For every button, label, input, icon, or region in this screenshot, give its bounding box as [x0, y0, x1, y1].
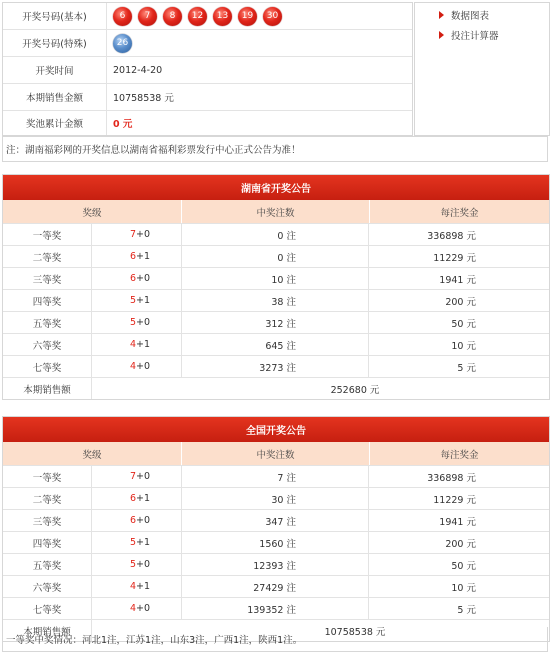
prize-amount: 10 元: [451, 582, 476, 594]
table-row: [3, 575, 549, 597]
table-row: [3, 311, 549, 333]
sales-row: [3, 84, 412, 111]
winner-count: 7 注: [182, 466, 369, 487]
prize-amount: 200 元: [445, 538, 476, 550]
match-special: +1: [136, 581, 151, 592]
draw-date-value: 2012-4-20: [113, 64, 163, 76]
col-prize: 每注奖金: [440, 207, 479, 219]
winner-count: 27429 注: [182, 576, 369, 597]
prize-level: 四等奖: [3, 290, 92, 311]
notice-text: 注：湖南福彩网的开奖信息以湖南省福利彩票发行中心正式公告为准！: [2, 136, 548, 162]
match-main: 5: [130, 537, 137, 548]
match-special: +0: [136, 603, 151, 614]
match-rule: [92, 224, 182, 245]
basic-numbers-row: [3, 3, 412, 30]
prize-level: 七等奖: [3, 356, 92, 377]
prize-amount: 50 元: [451, 318, 476, 330]
prize-amount: 336898 元: [427, 472, 476, 484]
winner-count: 10 注: [182, 268, 369, 289]
table-row: [3, 487, 549, 509]
winner-count: 3273 注: [182, 356, 369, 377]
match-special: +1: [136, 295, 151, 306]
prize-amount: 10 元: [451, 340, 476, 352]
match-special: +0: [136, 471, 151, 482]
prize-amount: 11229 元: [433, 494, 476, 506]
winner-count: 0 注: [182, 224, 369, 245]
sales-label: 本期销售金额: [3, 84, 107, 110]
match-main: 4: [130, 361, 137, 372]
sales-label: 本期销售额: [3, 620, 92, 641]
hunan-results-table: [2, 174, 550, 400]
match-rule: [92, 334, 182, 355]
match-rule: [92, 554, 182, 575]
special-ball: 26: [113, 34, 132, 53]
match-main: 4: [130, 339, 137, 350]
match-rule: [92, 532, 182, 553]
winner-count: 12393 注: [182, 554, 369, 575]
basic-numbers: [113, 3, 288, 29]
col-level: 奖级: [3, 442, 182, 465]
sales-value: 10758538 元: [113, 93, 174, 104]
table-row: [3, 289, 549, 311]
number-ball: 30: [263, 7, 282, 26]
match-rule: [92, 576, 182, 597]
match-special: +0: [136, 515, 151, 526]
arrow-right-icon: [439, 11, 444, 19]
prize-amount: 200 元: [445, 296, 476, 308]
number-ball: 6: [113, 7, 132, 26]
pool-row: [3, 111, 412, 135]
match-special: +1: [136, 537, 151, 548]
match-main: 5: [130, 317, 137, 328]
table-row: [3, 267, 549, 289]
prize-amount: 1941 元: [439, 516, 476, 528]
match-special: +0: [136, 559, 151, 570]
arrow-right-icon: [439, 31, 444, 39]
match-main: 6: [130, 515, 137, 526]
first-prize-distribution: 一等奖中奖情况：河北1注，江苏1注，山东3注，广西1注，陕西1注。: [2, 627, 548, 652]
match-main: 5: [130, 559, 137, 570]
table-row: [3, 355, 549, 377]
prize-amount: 336898 元: [427, 230, 476, 242]
match-rule: [92, 466, 182, 487]
match-rule: [92, 312, 182, 333]
match-rule: [92, 510, 182, 531]
number-ball: 8: [163, 7, 182, 26]
match-rule: [92, 290, 182, 311]
winner-count: 0 注: [182, 246, 369, 267]
draw-date-label: 开奖时间: [3, 57, 107, 83]
pool-label: 奖池累计金额: [3, 111, 107, 135]
match-main: 6: [130, 251, 137, 262]
number-ball: 19: [238, 7, 257, 26]
winner-count: 347 注: [182, 510, 369, 531]
bet-calculator-link[interactable]: [439, 28, 499, 42]
prize-level: 一等奖: [3, 466, 92, 487]
match-special: +1: [136, 251, 151, 262]
table-row: [3, 553, 549, 575]
prize-level: 五等奖: [3, 312, 92, 333]
prize-level: 六等奖: [3, 576, 92, 597]
col-count: 中奖注数: [182, 442, 370, 465]
match-rule: [92, 488, 182, 509]
national-results-table: [2, 416, 550, 642]
quick-links: [414, 2, 550, 136]
match-main: 7: [130, 471, 137, 482]
prize-amount: 5 元: [457, 362, 476, 374]
col-prize: 每注奖金: [440, 449, 479, 461]
winner-count: 38 注: [182, 290, 369, 311]
special-number-row: [3, 30, 412, 57]
winner-count: 645 注: [182, 334, 369, 355]
match-special: +1: [136, 493, 151, 504]
table-row: [3, 531, 549, 553]
winner-count: 312 注: [182, 312, 369, 333]
sales-label: 本期销售额: [3, 378, 92, 399]
match-main: 4: [130, 581, 137, 592]
winner-count: 139352 注: [182, 598, 369, 619]
col-count: 中奖注数: [182, 200, 370, 223]
number-ball: 12: [188, 7, 207, 26]
draw-info-panel: [2, 2, 413, 136]
prize-amount: 50 元: [451, 560, 476, 572]
match-main: 5: [130, 295, 137, 306]
prize-level: 六等奖: [3, 334, 92, 355]
match-rule: [92, 598, 182, 619]
prize-level: 三等奖: [3, 268, 92, 289]
winner-count: 30 注: [182, 488, 369, 509]
match-rule: [92, 356, 182, 377]
match-special: +0: [136, 273, 151, 284]
prize-level: 二等奖: [3, 488, 92, 509]
basic-numbers-label: 开奖号码(基本): [3, 3, 107, 29]
bet-calculator-link-label: 投注计算器: [451, 31, 499, 42]
special-number: [113, 30, 138, 56]
hunan-sales-row: [3, 377, 549, 399]
prize-level: 七等奖: [3, 598, 92, 619]
match-special: +0: [136, 229, 151, 240]
prize-amount: 5 元: [457, 604, 476, 616]
special-number-label: 开奖号码(特殊): [3, 30, 107, 56]
prize-level: 五等奖: [3, 554, 92, 575]
winner-count: 1560 注: [182, 532, 369, 553]
prize-level: 一等奖: [3, 224, 92, 245]
prize-level: 三等奖: [3, 510, 92, 531]
match-special: +1: [136, 339, 151, 350]
match-rule: [92, 268, 182, 289]
match-special: +0: [136, 361, 151, 372]
number-ball: 7: [138, 7, 157, 26]
hunan-table-title: 湖南省开奖公告: [3, 175, 549, 200]
sales-value: 10758538 元: [324, 626, 386, 638]
match-main: 6: [130, 273, 137, 284]
table-header: [3, 200, 549, 223]
table-row: [3, 597, 549, 619]
data-chart-link[interactable]: [439, 8, 489, 22]
prize-level: 四等奖: [3, 532, 92, 553]
national-table-title: 全国开奖公告: [3, 417, 549, 442]
number-ball: 13: [213, 7, 232, 26]
table-row: [3, 509, 549, 531]
pool-value: 0 元: [113, 119, 133, 130]
table-row: [3, 223, 549, 245]
table-row: [3, 465, 549, 487]
sales-value: 252680 元: [330, 384, 380, 396]
prize-level: 二等奖: [3, 246, 92, 267]
match-rule: [92, 246, 182, 267]
match-main: 6: [130, 493, 137, 504]
table-row: [3, 333, 549, 355]
prize-amount: 11229 元: [433, 252, 476, 264]
table-header: [3, 442, 549, 465]
match-main: 7: [130, 229, 137, 240]
match-main: 4: [130, 603, 137, 614]
data-chart-link-label: 数据图表: [451, 11, 490, 22]
draw-date-row: [3, 57, 412, 84]
match-special: +0: [136, 317, 151, 328]
prize-amount: 1941 元: [439, 274, 476, 286]
col-level: 奖级: [3, 200, 182, 223]
table-row: [3, 245, 549, 267]
